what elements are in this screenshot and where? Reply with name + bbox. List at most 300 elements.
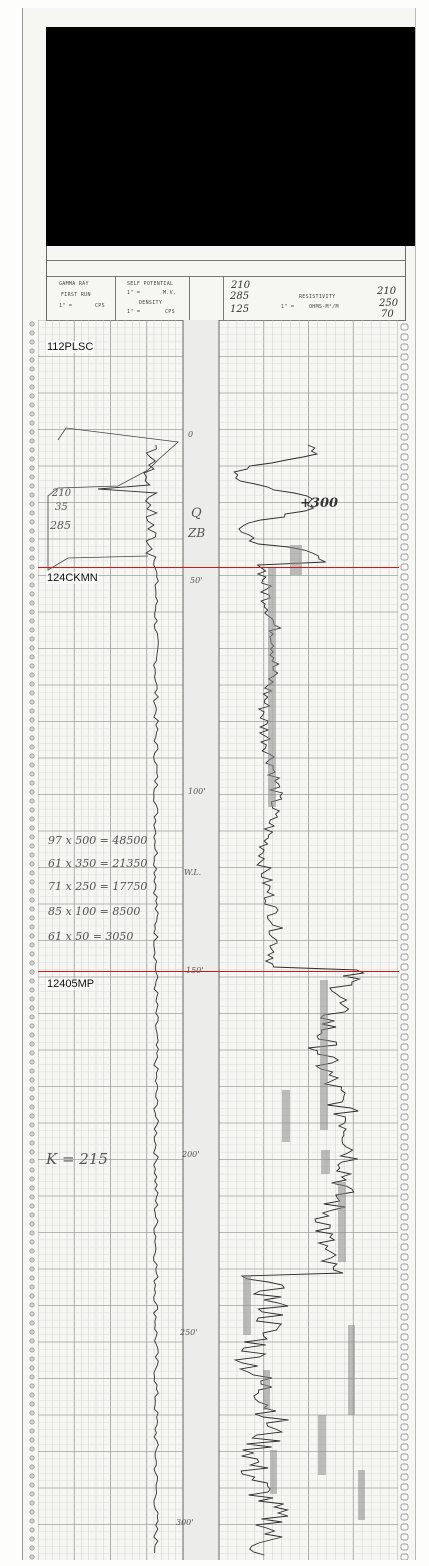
- sprocket-hole: [401, 1444, 408, 1450]
- annot-scale-210: 210: [52, 488, 72, 499]
- sprocket-hole: [30, 1231, 34, 1235]
- sprocket-hole: [30, 1258, 34, 1262]
- annot-calc-2: 61 x 350 = 21350: [48, 857, 148, 870]
- sprocket-hole: [401, 1224, 408, 1230]
- header-sp-scale: 1" =: [127, 290, 141, 296]
- sprocket-hole: [30, 1393, 34, 1397]
- sprocket-hole: [401, 424, 408, 430]
- sprocket-hole: [401, 1094, 408, 1100]
- sprocket-hole: [30, 1150, 34, 1154]
- sprocket-hole: [30, 1177, 34, 1181]
- sprocket-hole: [30, 808, 34, 812]
- sprocket-hole: [30, 1528, 34, 1532]
- sprocket-hole: [401, 1164, 408, 1170]
- sprocket-hole: [401, 694, 408, 700]
- sprocket-hole: [30, 484, 34, 488]
- sprocket-hole: [30, 430, 34, 434]
- annot-q: Q: [191, 506, 202, 521]
- sprocket-hole: [30, 520, 34, 524]
- sprocket-hole: [401, 644, 408, 650]
- sprocket-hole: [401, 854, 408, 860]
- sprocket-hole: [30, 1456, 34, 1460]
- sprocket-hole: [401, 1234, 408, 1240]
- gamma-ray-kick: [48, 428, 178, 570]
- sprocket-hole: [401, 964, 408, 970]
- sprocket-hole: [30, 1294, 34, 1298]
- sprocket-hole: [401, 374, 408, 380]
- sprocket-hole: [401, 1114, 408, 1120]
- sample-interval-bar: [358, 1470, 365, 1520]
- sprocket-hole: [30, 1375, 34, 1379]
- sprocket-hole: [30, 799, 34, 803]
- sprocket-hole: [30, 916, 34, 920]
- sprocket-hole: [30, 943, 34, 947]
- sprocket-hole: [401, 944, 408, 950]
- sprocket-hole: [401, 514, 408, 520]
- sprocket-hole: [401, 984, 408, 990]
- sprocket-hole: [401, 734, 408, 740]
- sprocket-hole: [30, 979, 34, 983]
- sprocket-hole: [30, 592, 34, 596]
- sprocket-hole: [30, 709, 34, 713]
- sprocket-hole: [401, 1314, 408, 1320]
- sprocket-hole: [30, 502, 34, 506]
- sprocket-hole: [30, 394, 34, 398]
- sprocket-hole: [30, 1402, 34, 1406]
- sprocket-hole: [30, 439, 34, 443]
- sprocket-hole: [401, 1034, 408, 1040]
- sprocket-hole: [30, 448, 34, 452]
- sprocket-hole: [30, 1087, 34, 1091]
- sprocket-hole: [30, 331, 34, 335]
- sprocket-hole: [30, 727, 34, 731]
- header-res-scale: 1" =: [281, 304, 295, 310]
- sprocket-hole: [401, 1364, 408, 1370]
- sprocket-hole: [30, 1033, 34, 1037]
- sprocket-hole: [401, 1204, 408, 1210]
- sprocket-holes-right: [399, 320, 411, 1560]
- sprocket-hole: [401, 414, 408, 420]
- sprocket-hole: [401, 534, 408, 540]
- sprocket-hole: [401, 974, 408, 980]
- sprocket-hole: [30, 556, 34, 560]
- sprocket-hole: [30, 412, 34, 416]
- sprocket-hole: [30, 772, 34, 776]
- sprocket-hole: [30, 1015, 34, 1019]
- sprocket-hole: [30, 1492, 34, 1496]
- sprocket-hole: [401, 1194, 408, 1200]
- sample-interval-bar: [270, 1450, 277, 1494]
- sprocket-hole: [30, 493, 34, 497]
- sprocket-hole: [30, 1240, 34, 1244]
- header-res-unit: OHMS-M²/M: [309, 304, 339, 310]
- log-header: [46, 246, 406, 321]
- sprocket-hole: [401, 364, 408, 370]
- sprocket-hole: [401, 394, 408, 400]
- header-density-scale: 1" =: [127, 309, 141, 315]
- sprocket-hole: [401, 554, 408, 560]
- sprocket-hole: [30, 1384, 34, 1388]
- annot-calc-1: 97 x 500 = 48500: [48, 834, 148, 847]
- sprocket-hole: [401, 874, 408, 880]
- sprocket-hole: [401, 324, 408, 330]
- marker-label-112plsc: 112PLSC: [47, 341, 94, 353]
- sprocket-hole: [401, 1074, 408, 1080]
- marker-label-124ckmn: 124CKMN: [47, 572, 98, 584]
- sprocket-hole: [30, 844, 34, 848]
- sprocket-hole: [401, 654, 408, 660]
- header-divider: [223, 276, 224, 320]
- header-density: DENSITY: [139, 300, 163, 306]
- sprocket-hole: [401, 844, 408, 850]
- sprocket-hole: [30, 1429, 34, 1433]
- sprocket-hole: [401, 614, 408, 620]
- sprocket-hole: [30, 889, 34, 893]
- sprocket-hole: [401, 434, 408, 440]
- sprocket-hole: [401, 1294, 408, 1300]
- sprocket-hole: [30, 1339, 34, 1343]
- depth-label-50: 50': [190, 576, 203, 585]
- sprocket-hole: [30, 745, 34, 749]
- sprocket-hole: [30, 1357, 34, 1361]
- sprocket-hole: [401, 724, 408, 730]
- sprocket-hole: [30, 1213, 34, 1217]
- sprocket-hole: [30, 700, 34, 704]
- header-gamma-scale: 1" =: [59, 303, 73, 309]
- annot-calc-5: 61 x 50 = 3050: [48, 930, 134, 943]
- sprocket-hole: [401, 1394, 408, 1400]
- sprocket-hole: [401, 1284, 408, 1290]
- sprocket-hole: [30, 1168, 34, 1172]
- marker-label-12405mp: 12405MP: [47, 978, 95, 990]
- sprocket-hole: [30, 349, 34, 353]
- annot-zb: ZB: [188, 526, 206, 540]
- sprocket-hole: [30, 1330, 34, 1334]
- sprocket-hole: [401, 914, 408, 920]
- sprocket-hole: [401, 1554, 408, 1560]
- sprocket-hole: [401, 384, 408, 390]
- sprocket-hole: [401, 714, 408, 720]
- sprocket-hole: [30, 1132, 34, 1136]
- sprocket-hole: [30, 1321, 34, 1325]
- sprocket-holes-left: [28, 320, 36, 1560]
- sprocket-hole: [401, 544, 408, 550]
- sprocket-hole: [30, 1042, 34, 1046]
- sprocket-hole: [30, 1105, 34, 1109]
- sprocket-hole: [401, 334, 408, 340]
- sprocket-hole: [401, 1214, 408, 1220]
- sprocket-hole: [30, 907, 34, 911]
- header-handwritten-125: 125: [230, 304, 250, 315]
- sprocket-hole: [401, 1304, 408, 1310]
- header-first-run: FIRST RUN: [61, 292, 91, 298]
- sprocket-hole: [401, 1024, 408, 1030]
- header-handwritten-r250: 250: [379, 298, 399, 309]
- sample-interval-bar: [321, 1150, 330, 1174]
- sprocket-hole: [30, 466, 34, 470]
- sprocket-hole: [30, 754, 34, 758]
- sprocket-hole: [401, 1054, 408, 1060]
- sprocket-hole: [401, 404, 408, 410]
- header-handwritten-285: 285: [230, 291, 250, 302]
- sprocket-hole: [401, 604, 408, 610]
- sprocket-hole: [401, 1274, 408, 1280]
- sprocket-hole: [30, 1474, 34, 1478]
- annot-wl: W.L.: [184, 868, 202, 877]
- sprocket-hole: [401, 904, 408, 910]
- sprocket-hole: [401, 1154, 408, 1160]
- sprocket-hole: [401, 594, 408, 600]
- sprocket-hole: [401, 634, 408, 640]
- sprocket-hole: [30, 1267, 34, 1271]
- sprocket-hole: [401, 1124, 408, 1130]
- header-density-unit: CPS: [165, 309, 175, 315]
- sprocket-hole: [30, 1438, 34, 1442]
- sprocket-hole: [401, 884, 408, 890]
- sprocket-hole: [30, 826, 34, 830]
- sprocket-hole: [401, 1374, 408, 1380]
- sprocket-hole: [30, 682, 34, 686]
- sample-interval-bar: [268, 567, 276, 807]
- sprocket-hole: [401, 1144, 408, 1150]
- sprocket-hole: [30, 1186, 34, 1190]
- sprocket-hole: [30, 1114, 34, 1118]
- header-handwritten-r70: 70: [381, 309, 394, 320]
- sprocket-hole: [30, 565, 34, 569]
- sprocket-hole: [401, 1424, 408, 1430]
- header-rule: [47, 260, 405, 261]
- depth-label-150: 150': [186, 966, 204, 975]
- sample-interval-bar: [290, 545, 302, 575]
- sprocket-hole: [30, 691, 34, 695]
- sprocket-hole: [401, 664, 408, 670]
- sprocket-hole: [30, 673, 34, 677]
- sprocket-hole: [401, 1334, 408, 1340]
- sprocket-hole: [401, 794, 408, 800]
- sprocket-hole: [401, 834, 408, 840]
- sprocket-hole: [401, 704, 408, 710]
- sprocket-hole: [30, 835, 34, 839]
- sprocket-hole: [401, 1104, 408, 1110]
- sprocket-hole: [401, 1354, 408, 1360]
- sprocket-hole: [30, 637, 34, 641]
- sprocket-hole: [401, 1464, 408, 1470]
- sprocket-hole: [30, 970, 34, 974]
- depth-label-0: 0: [188, 430, 194, 439]
- header-rule: [47, 276, 405, 277]
- sprocket-hole: [30, 385, 34, 389]
- sprocket-hole: [30, 1195, 34, 1199]
- sprocket-hole: [30, 1006, 34, 1010]
- depth-label-100: 100': [188, 787, 206, 796]
- sprocket-hole: [30, 817, 34, 821]
- sprocket-hole: [401, 924, 408, 930]
- header-gamma-unit: CPS: [95, 303, 105, 309]
- sprocket-hole: [30, 1465, 34, 1469]
- redacted-header: [46, 27, 415, 246]
- sprocket-hole: [30, 1483, 34, 1487]
- sprocket-hole: [30, 1159, 34, 1163]
- sprocket-hole: [401, 1494, 408, 1500]
- annot-k-value: K = 215: [46, 1150, 108, 1168]
- sprocket-hole: [30, 1123, 34, 1127]
- sprocket-hole: [30, 601, 34, 605]
- sprocket-hole: [30, 1348, 34, 1352]
- header-handwritten-210: 210: [231, 280, 251, 291]
- annot-calc-3: 71 x 250 = 17750: [48, 880, 148, 893]
- sprocket-hole: [401, 1504, 408, 1510]
- sprocket-hole: [401, 624, 408, 630]
- sprocket-hole: [401, 894, 408, 900]
- sample-interval-bar: [338, 1182, 346, 1262]
- depth-label-250: 250': [180, 1328, 198, 1337]
- sprocket-hole: [30, 1510, 34, 1514]
- annot-scale-285: 285: [50, 519, 71, 532]
- sprocket-hole: [401, 1264, 408, 1270]
- sprocket-hole: [401, 484, 408, 490]
- sprocket-hole: [401, 1514, 408, 1520]
- sprocket-hole: [401, 1484, 408, 1490]
- sample-interval-bar: [243, 1275, 251, 1335]
- sprocket-hole: [401, 1474, 408, 1480]
- sprocket-hole: [30, 1447, 34, 1451]
- sprocket-hole: [401, 1044, 408, 1050]
- sample-interval-bar: [318, 1415, 326, 1475]
- sprocket-hole: [30, 1222, 34, 1226]
- sprocket-hole: [30, 376, 34, 380]
- header-divider: [189, 276, 190, 320]
- sprocket-hole: [30, 718, 34, 722]
- sprocket-hole: [401, 1414, 408, 1420]
- sprocket-hole: [30, 871, 34, 875]
- sprocket-hole: [30, 763, 34, 767]
- sprocket-hole: [30, 1303, 34, 1307]
- sprocket-hole: [30, 1060, 34, 1064]
- sprocket-hole: [401, 1254, 408, 1260]
- sprocket-hole: [30, 340, 34, 344]
- sprocket-hole: [401, 814, 408, 820]
- sprocket-hole: [30, 1069, 34, 1073]
- sprocket-hole: [30, 529, 34, 533]
- sprocket-hole: [401, 1004, 408, 1010]
- sprocket-hole: [30, 457, 34, 461]
- sprocket-hole: [30, 1411, 34, 1415]
- sprocket-hole: [30, 403, 34, 407]
- sprocket-hole: [30, 997, 34, 1001]
- sprocket-hole: [401, 1544, 408, 1550]
- annot-scale-35: 35: [55, 502, 68, 513]
- sprocket-hole: [401, 574, 408, 580]
- sprocket-hole: [30, 628, 34, 632]
- sprocket-hole: [401, 1244, 408, 1250]
- sprocket-hole: [401, 1434, 408, 1440]
- header-gamma-ray: GAMMA RAY: [59, 281, 89, 287]
- sprocket-hole: [30, 1537, 34, 1541]
- sprocket-hole: [401, 684, 408, 690]
- sprocket-hole: [30, 934, 34, 938]
- header-self-potential: SELF POTENTIAL: [127, 281, 174, 287]
- sprocket-hole: [30, 475, 34, 479]
- sprocket-hole: [401, 674, 408, 680]
- sprocket-hole: [401, 994, 408, 1000]
- sprocket-hole: [401, 1534, 408, 1540]
- sprocket-hole: [30, 925, 34, 929]
- sprocket-hole: [401, 1014, 408, 1020]
- sprocket-hole: [401, 444, 408, 450]
- sprocket-hole: [30, 1024, 34, 1028]
- sprocket-hole: [401, 454, 408, 460]
- sprocket-hole: [30, 1312, 34, 1316]
- sprocket-hole: [30, 610, 34, 614]
- header-divider: [115, 276, 116, 320]
- sprocket-hole: [30, 583, 34, 587]
- sprocket-hole: [401, 784, 408, 790]
- sprocket-hole: [30, 736, 34, 740]
- sprocket-hole: [30, 853, 34, 857]
- sprocket-hole: [30, 511, 34, 515]
- sprocket-hole: [30, 880, 34, 884]
- sprocket-hole: [30, 862, 34, 866]
- sprocket-hole: [30, 781, 34, 785]
- sprocket-hole: [30, 1204, 34, 1208]
- sprocket-hole: [30, 664, 34, 668]
- sprocket-hole: [30, 1285, 34, 1289]
- depth-label-200: 200': [182, 1150, 200, 1159]
- sprocket-hole: [401, 774, 408, 780]
- sprocket-hole: [401, 804, 408, 810]
- sprocket-hole: [401, 1084, 408, 1090]
- sprocket-hole: [30, 421, 34, 425]
- sprocket-hole: [401, 864, 408, 870]
- sprocket-hole: [401, 764, 408, 770]
- sprocket-hole: [30, 538, 34, 542]
- sprocket-hole: [401, 1324, 408, 1330]
- header-sp-unit: M.V.: [163, 290, 177, 296]
- sprocket-hole: [401, 494, 408, 500]
- sample-interval-bar: [282, 1090, 290, 1142]
- annot-plus300: +300: [300, 496, 339, 511]
- sprocket-hole: [30, 961, 34, 965]
- sprocket-hole: [401, 474, 408, 480]
- sprocket-hole: [30, 1249, 34, 1253]
- sprocket-hole: [30, 988, 34, 992]
- sprocket-hole: [401, 464, 408, 470]
- sprocket-hole: [30, 1276, 34, 1280]
- sprocket-hole: [401, 1404, 408, 1410]
- sprocket-hole: [401, 1174, 408, 1180]
- sprocket-hole: [30, 1519, 34, 1523]
- sprocket-hole: [30, 1078, 34, 1082]
- sprocket-hole: [30, 655, 34, 659]
- sprocket-hole: [30, 898, 34, 902]
- depth-label-300: 300': [176, 1518, 194, 1527]
- sprocket-hole: [401, 1384, 408, 1390]
- header-resistivity: RESISTIVITY: [299, 294, 336, 300]
- marker-line-124ckmn: [38, 567, 399, 568]
- sample-interval-bar: [348, 1325, 355, 1415]
- sprocket-hole: [30, 619, 34, 623]
- sprocket-hole: [401, 1064, 408, 1070]
- sprocket-hole: [30, 358, 34, 362]
- sample-interval-bar: [263, 1370, 270, 1410]
- sprocket-hole: [30, 1555, 34, 1559]
- marker-line-12405mp: [38, 971, 399, 972]
- sprocket-hole: [30, 1546, 34, 1550]
- sprocket-hole: [401, 1454, 408, 1460]
- sprocket-hole: [401, 504, 408, 510]
- sprocket-hole: [401, 754, 408, 760]
- sprocket-hole: [401, 1134, 408, 1140]
